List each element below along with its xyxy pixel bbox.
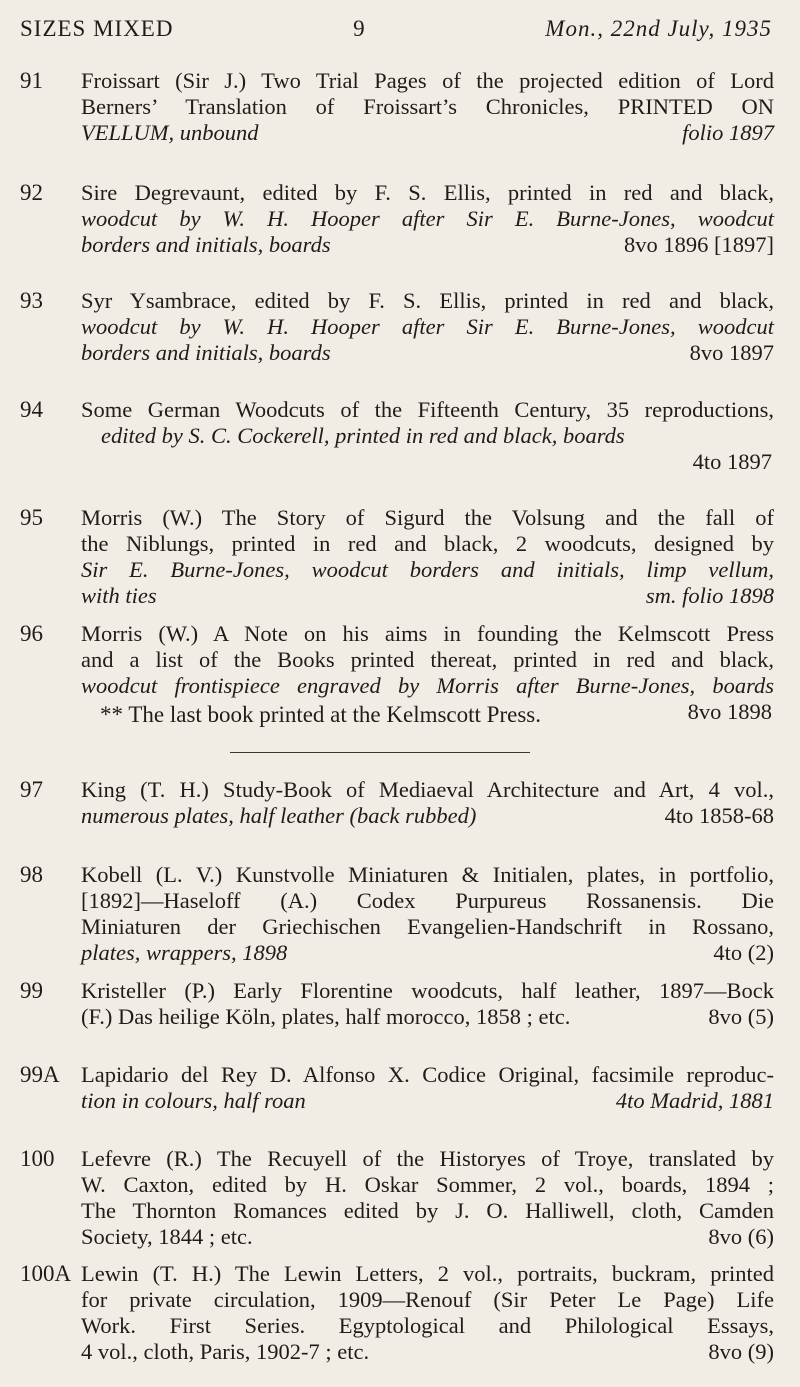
lot-format: sm. folio 1898 — [645, 583, 774, 608]
lot-format: 8vo 1898 — [687, 699, 772, 724]
description-text: VELLUM, unbound — [81, 120, 259, 145]
sale-date: Mon., 22nd July, 1935 — [545, 16, 772, 41]
lot-number: 99 — [20, 978, 43, 1003]
description-line: Some German Woodcuts of the Fifteenth Century, 35 reproductions, — [81, 397, 774, 422]
description-line — [81, 1004, 774, 1030]
description-line: Work. First Series. Egyptological and Philological Essays, — [81, 1313, 774, 1338]
lot-number: 92 — [20, 180, 43, 205]
lot-format: 4to 1897 — [692, 449, 772, 474]
description-line: Lefevre (R.) The Recuyell of the Historyes of Troye, translated by — [81, 1146, 774, 1171]
description-line: for private circulation, 1909—Renouf (Sir Peter Le Page) Life — [81, 1287, 774, 1312]
lot-number: 100 — [20, 1146, 55, 1171]
description-line: Lewin (T. H.) The Lewin Letters, 2 vol., portraits, buckram, printed — [81, 1261, 774, 1286]
description-line — [81, 120, 774, 146]
lot-format: 8vo 1897 — [689, 340, 774, 365]
lot-number: 100A — [20, 1261, 72, 1286]
lot-description — [81, 862, 774, 966]
description-line: W. Caxton, edited by H. Oskar Sommer, 2 vol., boards, 1894 ; — [81, 1172, 774, 1197]
section-divider — [230, 752, 530, 753]
description-line: Sire Degrevaunt, edited by F. S. Ellis, printed in red and black, — [81, 180, 774, 205]
description-text: numerous plates, half leather (back rubbed) — [81, 803, 477, 828]
lot-number: 91 — [20, 68, 43, 93]
description-line — [81, 340, 774, 366]
lot-description — [81, 1062, 774, 1114]
lot-description — [81, 1261, 774, 1365]
description-line: [1892]—Haseloff (A.) Codex Purpureus Rossanensis. Die — [81, 888, 774, 913]
description-text: 4 vol., cloth, Paris, 1902-7 ; etc. — [81, 1339, 370, 1364]
description-line — [81, 583, 774, 609]
description-line: woodcut by W. H. Hooper after Sir E. Burne-Jones, woodcut — [81, 314, 774, 339]
lot-format: 8vo (9) — [708, 1339, 774, 1364]
lot-description — [81, 180, 774, 258]
description-text: plates, wrappers, 1898 — [81, 940, 288, 965]
description-line: edited by S. C. Cockerell, printed in red and black, boards — [101, 423, 625, 448]
lot-format: 4to Madrid, 1881 — [615, 1088, 774, 1113]
description-text: borders and initials, boards — [81, 232, 331, 257]
lot-description — [81, 288, 774, 366]
lot-format: folio 1897 — [682, 120, 774, 145]
description-line — [81, 940, 774, 966]
description-line: King (T. H.) Study-Book of Mediaeval Architecture and Art, 4 vol., — [81, 777, 774, 802]
description-line: Miniaturen der Griechischen Evangelien-Handschrift in Rossano, — [81, 914, 774, 939]
description-line — [81, 1088, 774, 1114]
description-line: woodcut by W. H. Hooper after Sir E. Burne-Jones, woodcut — [81, 206, 774, 231]
description-line: Sir E. Burne-Jones, woodcut borders and initials, limp vellum, — [81, 557, 774, 582]
lot-number: 98 — [20, 862, 43, 887]
lot-number: 93 — [20, 288, 43, 313]
description-text: borders and initials, boards — [81, 340, 331, 365]
description-line — [81, 1224, 774, 1250]
description-text: with ties — [81, 583, 157, 608]
lot-format: 8vo (6) — [708, 1224, 774, 1249]
lot-note: ** The last book printed at the Kelmscott Press. — [100, 702, 541, 727]
lot-format: 8vo 1896 [1897] — [624, 232, 774, 257]
description-text: Society, 1844 ; etc. — [81, 1224, 253, 1249]
lot-format: 4to (2) — [713, 940, 774, 965]
lot-number: 97 — [20, 777, 43, 802]
lot-description — [81, 68, 774, 146]
description-line: Kobell (L. V.) Kunstvolle Miniaturen & Initialen, plates, in portfolio, — [81, 862, 774, 887]
description-line: Morris (W.) The Story of Sigurd the Volsung and the fall of — [81, 505, 774, 530]
page-header — [20, 16, 772, 42]
description-text: tion in colours, half roan — [81, 1088, 306, 1113]
lot-description — [81, 505, 774, 609]
lot-description — [81, 1146, 774, 1250]
description-line — [81, 232, 774, 258]
lot-description — [81, 978, 774, 1030]
description-line — [81, 803, 774, 829]
description-line: Froissart (Sir J.) Two Trial Pages of the projected edition of Lord — [81, 68, 774, 93]
description-line: Berners’ Translation of Froissart’s Chronicles, PRINTED ON — [81, 94, 774, 119]
lot-format: 8vo (5) — [708, 1004, 774, 1029]
description-line: the Niblungs, printed in red and black, 2 woodcuts, designed by — [81, 531, 774, 556]
description-line: woodcut frontispiece engraved by Morris after Burne-Jones, boards — [81, 673, 774, 698]
description-line: Lapidario del Rey D. Alfonso X. Codice Original, facsimile reproduc- — [81, 1062, 774, 1087]
lot-description — [81, 397, 774, 475]
section-title: SIZES MIXED — [20, 16, 174, 41]
lot-format: 4to 1858-68 — [664, 803, 774, 828]
page-number: 9 — [353, 16, 366, 41]
lot-number: 95 — [20, 505, 43, 530]
description-line: Kristeller (P.) Early Florentine woodcuts, half leather, 1897—Bock — [81, 978, 774, 1003]
description-line: Syr Ysambrace, edited by F. S. Ellis, printed in red and black, — [81, 288, 774, 313]
lot-number: 99A — [20, 1062, 60, 1087]
description-line: The Thornton Romances edited by J. O. Halliwell, cloth, Camden — [81, 1198, 774, 1223]
lot-description — [81, 777, 774, 829]
description-line: and a list of the Books printed thereat, printed in red and black, — [81, 647, 774, 672]
description-text: (F.) Das heilige Köln, plates, half morocco, 1858 ; etc. — [81, 1004, 571, 1029]
lot-number: 94 — [20, 397, 43, 422]
lot-number: 96 — [20, 621, 43, 646]
description-line — [81, 1339, 774, 1365]
description-line: Morris (W.) A Note on his aims in founding the Kelmscott Press — [81, 621, 774, 646]
